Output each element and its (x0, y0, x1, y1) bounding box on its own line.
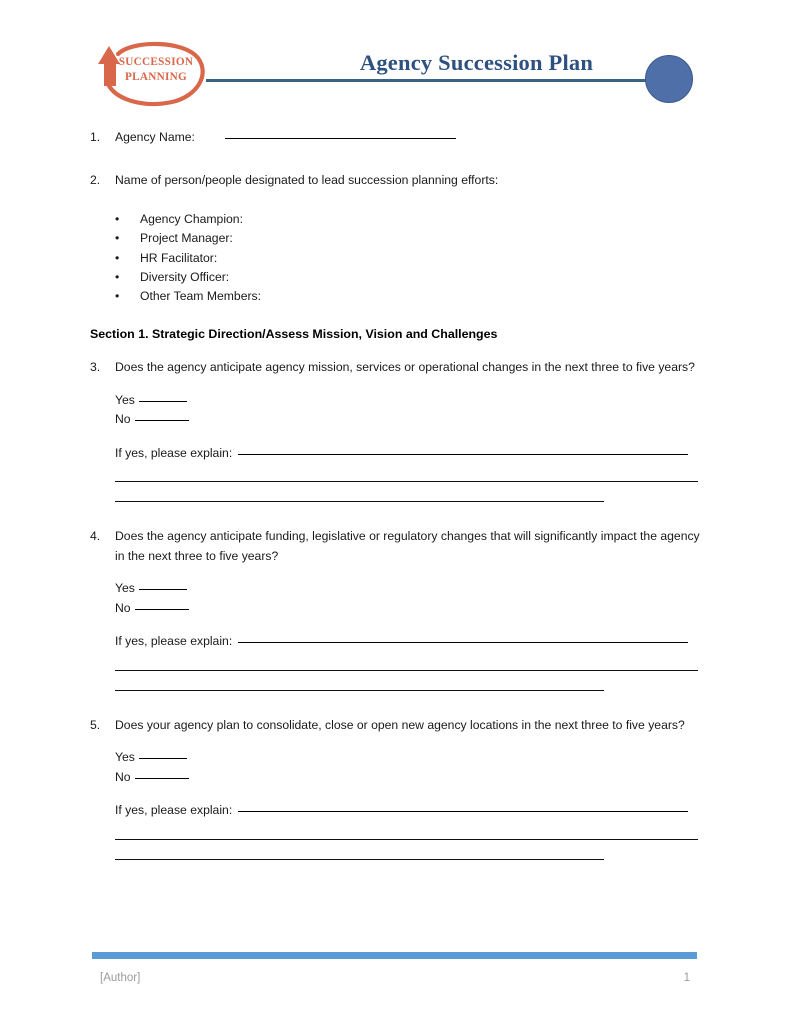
agency-name-blank[interactable] (225, 138, 456, 139)
item-label: Name of person/people designated to lead succession planning efforts: (115, 172, 499, 187)
bullet-icon: • (115, 212, 120, 226)
footer-page-number: 1 (683, 972, 690, 984)
no-label: No (115, 769, 131, 784)
explain-blank-line-3[interactable] (115, 501, 604, 502)
header-circle-decoration (645, 55, 693, 103)
question-5-yesno (115, 748, 790, 787)
item-label: Agency Name: (115, 130, 195, 144)
section-heading: Section 1. Strategic Direction/Assess Mission, Vision and Challenges (90, 327, 498, 342)
explain-blank-line-2[interactable] (115, 670, 698, 671)
bullet-icon: • (115, 289, 120, 304)
question-text: Does the agency anticipate agency mission, services or operational changes in the next three to five years? (115, 360, 695, 375)
yes-blank[interactable] (139, 401, 187, 402)
logo-line-1: SUCCESSION (118, 56, 194, 68)
header-divider-line (206, 79, 658, 82)
succession-planning-logo (88, 36, 220, 110)
yes-label: Yes (115, 392, 135, 407)
bullet-icon: • (115, 269, 120, 284)
no-label: No (115, 600, 131, 615)
page-header (0, 0, 790, 118)
no-label: No (115, 412, 131, 427)
explain-blank-line-2[interactable] (115, 481, 698, 482)
yes-blank[interactable] (139, 758, 187, 759)
list-item-label: Agency Champion: (140, 212, 243, 226)
numbered-item-agency-name (0, 128, 790, 148)
list-item (0, 268, 790, 287)
footer-author: [Author] (100, 972, 141, 984)
list-item (0, 210, 790, 229)
explain-blank-line-1[interactable] (238, 642, 688, 643)
list-item (0, 249, 790, 268)
bullet-icon: • (115, 231, 120, 246)
question-3-explain (115, 444, 790, 503)
question-5 (0, 716, 790, 736)
no-blank[interactable] (135, 778, 189, 779)
list-item-label: Project Manager: (140, 231, 233, 246)
explain-label: If yes, please explain: (115, 634, 233, 649)
list-item-label: Other Team Members: (140, 289, 262, 304)
explain-blank-line-1[interactable] (238, 811, 688, 812)
question-number: 3. (90, 360, 101, 375)
bullet-icon: • (115, 250, 120, 265)
explain-label: If yes, please explain: (115, 803, 233, 818)
list-item (0, 229, 790, 248)
explain-blank-line-1[interactable] (238, 454, 688, 455)
question-4-yesno (115, 579, 790, 618)
question-number: 4. (90, 529, 101, 544)
item-number: 1. (90, 130, 101, 144)
item-number: 2. (90, 172, 101, 187)
yes-label: Yes (115, 750, 135, 765)
question-5-explain (115, 801, 790, 860)
explain-blank-line-3[interactable] (115, 859, 604, 860)
explain-blank-line-3[interactable] (115, 690, 604, 691)
explain-blank-line-2[interactable] (115, 839, 698, 840)
question-text: Does the agency anticipate funding, legislative or regulatory changes that will significantly impact the agency in the next three to five years? (115, 529, 700, 563)
question-4-explain (115, 632, 790, 691)
question-3-yesno (115, 391, 790, 430)
question-4 (0, 527, 790, 566)
question-number: 5. (90, 717, 101, 732)
logo-line-2: PLANNING (124, 71, 188, 83)
team-roles-list (0, 210, 790, 306)
question-text: Does your agency plan to consolidate, close or open new agency locations in the next three to five years? (115, 717, 685, 732)
page-title: Agency Succession Plan (300, 50, 653, 76)
list-item-label: Diversity Officer: (140, 269, 230, 284)
list-item (0, 287, 790, 306)
footer-accent-bar (92, 952, 697, 959)
question-3 (0, 358, 790, 378)
no-blank[interactable] (135, 420, 189, 421)
yes-label: Yes (115, 581, 135, 596)
no-blank[interactable] (135, 609, 189, 610)
numbered-item-lead-persons (0, 171, 790, 191)
explain-label: If yes, please explain: (115, 445, 233, 460)
yes-blank[interactable] (139, 589, 187, 590)
list-item-label: HR Facilitator: (140, 250, 218, 265)
document-body (0, 118, 790, 860)
